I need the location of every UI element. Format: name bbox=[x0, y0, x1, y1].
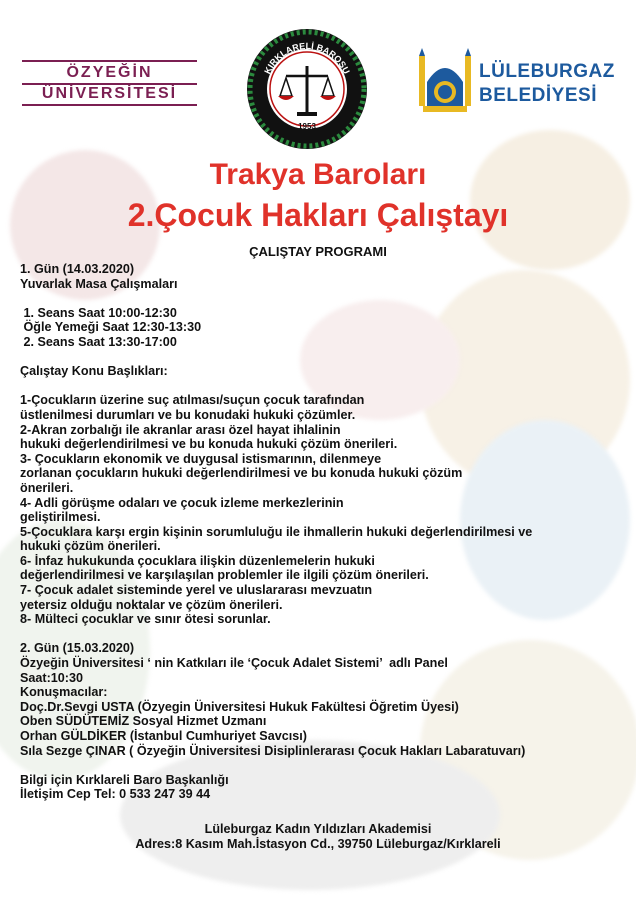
program-line: Oben SÜDÜTEMİZ Sosyal Hizmet Uzmanı bbox=[20, 714, 267, 729]
program-line: Doç.Dr.Sevgi USTA (Özyegin Üniversitesi Hukuk Fakültesi Öğretim Üyesi) bbox=[20, 699, 459, 714]
program-line: yetersiz olduğu noktalar ve çözüm önerileri. bbox=[20, 597, 283, 612]
luleburgaz-line2: BELEDİYESİ bbox=[479, 85, 597, 106]
kirklareli-barosu-logo bbox=[244, 26, 370, 152]
footer-line1: Lüleburgaz Kadın Yıldızları Akademisi bbox=[204, 822, 432, 836]
program-line: zorlanan çocukların hukuki değerlendirilmesi ve bu konuda hukuki çözüm bbox=[20, 466, 463, 481]
program-heading: ÇALIŞTAY PROGRAMI bbox=[249, 244, 387, 259]
program-line: 1. Gün (14.03.2020) bbox=[20, 262, 135, 276]
logo-ring-text: KIRKLARELİ BAROSU bbox=[262, 40, 352, 76]
program-line: 3- Çocukların ekonomik ve duygusal istismarının, dilenmeye bbox=[20, 451, 382, 466]
program-line: hukuki çözüm önerileri. bbox=[20, 539, 161, 554]
ozyegin-logo-line2: ÜNİVERSİTESİ bbox=[41, 85, 178, 102]
program-line: 7- Çocuk adalet sisteminde yerel ve uluslararası mevzuatın bbox=[20, 583, 373, 598]
program-line: 2. Seans Saat 13:30-17:00 bbox=[20, 334, 177, 349]
program-line: Çalıştay Konu Başlıkları: bbox=[20, 364, 168, 379]
ozyegin-logo-line1: ÖZYEĞİN bbox=[66, 64, 153, 81]
program-line: geliştirilmesi. bbox=[20, 510, 101, 525]
program-line: Sıla Sezge ÇINAR ( Özyeğin Üniversitesi Disiplinlerarası Çocuk Hakları Labaratuvarı) bbox=[20, 743, 526, 758]
program-line: hukuki değerlendirilmesi ve bu konuda hukuki çözüm önerileri. bbox=[20, 437, 398, 452]
program-line: değerlendirilmesi ve karşılaşılan problemler ile ilgili çözüm önerileri. bbox=[20, 568, 429, 583]
program-line: 6- İnfaz hukukunda çocuklara ilişkin düzenlemelerin hukuki bbox=[20, 553, 375, 568]
footer-line2: Adres:8 Kasım Mah.İstasyon Cd., 39750 Lüleburgaz/Kırklareli bbox=[135, 837, 501, 851]
luleburgaz-line1: LÜLEBURGAZ bbox=[479, 61, 615, 82]
program-line: Yuvarlak Masa Çalışmaları bbox=[20, 276, 178, 291]
blank-line bbox=[20, 350, 620, 365]
footer bbox=[0, 822, 636, 852]
program-line: üstlenilmesi durumları ve bu konudaki hukuki çözümler. bbox=[20, 407, 356, 422]
program-line: 2. Gün (15.03.2020) bbox=[20, 641, 135, 656]
municipality-emblem-icon bbox=[415, 48, 475, 118]
program-line: 2-Akran zorbalığı ile akranlar arası özel hayat ihlalinin bbox=[20, 422, 341, 437]
title-line1: Trakya Baroları bbox=[209, 158, 427, 191]
program-line: İletişim Cep Tel: 0 533 247 39 44 bbox=[20, 787, 211, 802]
program-line: Orhan GÜLDİKER (İstanbul Cumhuriyet Savcısı) bbox=[20, 729, 307, 743]
luleburgaz-belediyesi-logo bbox=[415, 48, 625, 118]
program-line: 8- Mülteci çocuklar ve sınır ötesi sorunlar. bbox=[20, 612, 271, 627]
program-line: önerileri. bbox=[20, 480, 74, 495]
blank-line bbox=[20, 758, 620, 773]
ozyegin-logo bbox=[22, 56, 197, 108]
logo-year: 1953 bbox=[298, 122, 316, 131]
program-line: Bilgi için Kırklareli Baro Başkanlığı bbox=[20, 772, 229, 787]
program-line: 5-Çocuklara karşı ergin kişinin sorumluluğu ile ihmallerin hukuki değerlendirilmesi ve bbox=[20, 524, 533, 539]
program-content bbox=[20, 262, 620, 802]
program-line: Saat:10:30 bbox=[20, 670, 84, 685]
blank-line bbox=[20, 627, 620, 642]
program-line: 1. Seans Saat 10:00-12:30 bbox=[20, 305, 177, 320]
program-line: 4- Adli görüşme odaları ve çocuk izleme merkezlerinin bbox=[20, 495, 344, 510]
blank-line bbox=[20, 291, 620, 306]
program-line: Konuşmacılar: bbox=[20, 685, 108, 700]
program-line: Özyeğin Üniversitesi ‘ nin Katkıları ile ‘Çocuk Adalet Sistemi’ adlı Panel bbox=[20, 656, 448, 671]
program-line: Öğle Yemeği Saat 12:30-13:30 bbox=[20, 320, 202, 335]
title-line2: 2.Çocuk Hakları Çalıştayı bbox=[127, 197, 509, 233]
blank-line bbox=[20, 379, 620, 394]
program-line: 1-Çocukların üzerine suç atılması/suçun çocuk tarafından bbox=[20, 393, 365, 408]
